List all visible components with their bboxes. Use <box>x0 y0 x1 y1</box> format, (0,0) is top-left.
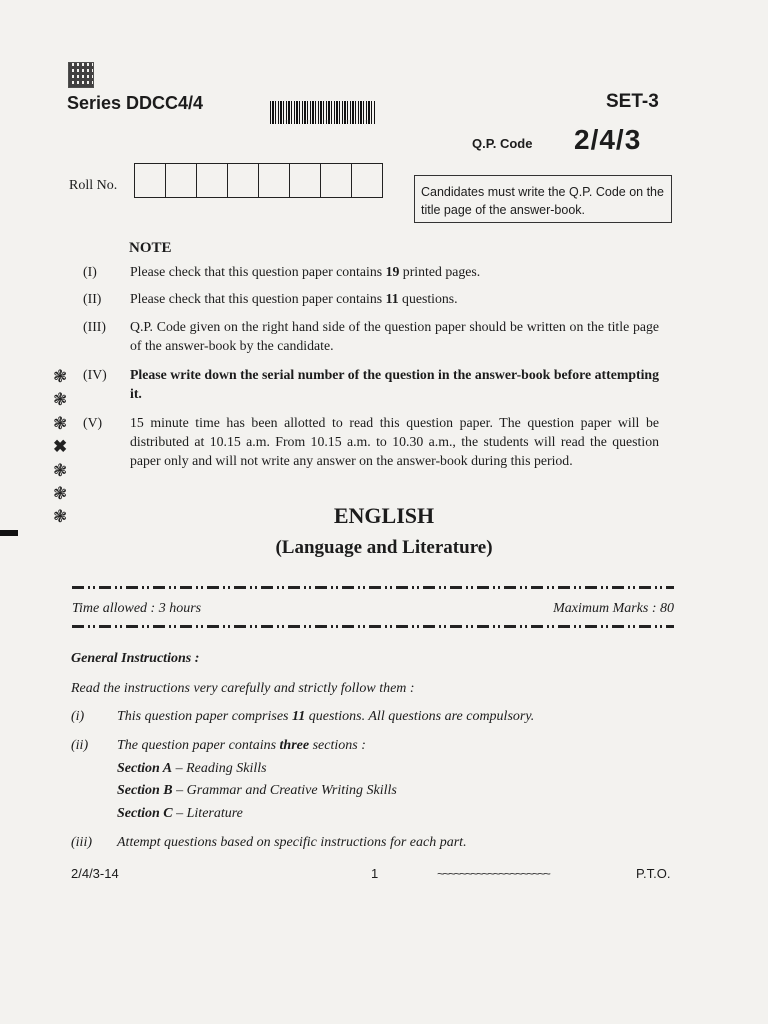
asterism-icon: ❃ <box>53 414 68 434</box>
footer-wave: ~~~~~~~~~~~~~~~~~~~~ <box>437 866 549 881</box>
subject-title: ENGLISH <box>333 503 435 528</box>
time-allowed: Time allowed : 3 hours <box>72 601 202 616</box>
asterism-icon: ❃ <box>53 461 68 481</box>
barcode <box>270 101 376 124</box>
instructions-intro: Read the instructions very carefully and strictly follow them : <box>71 681 415 696</box>
maximum-marks: Maximum Marks : 80 <box>553 601 674 616</box>
section-c-line: Section C – Literature <box>117 806 243 821</box>
note-item-3: (III) Q.P. Code given on the right hand side of the question paper should be written on the title page of the answer-book by the candidate. <box>83 319 659 353</box>
note-item-4: (IV) Please write down the serial number of the question in the answer-book before attempting it. <box>83 367 659 401</box>
series-label: Series DDCC4/4 <box>67 93 204 113</box>
note-item-1: (I) Please check that this question paper contains 19 printed pages. <box>83 264 481 279</box>
asterism-icon: ❃ <box>53 390 68 410</box>
roll-no-label: Roll No. <box>69 178 118 193</box>
pto-label: P.T.O. <box>636 866 671 881</box>
asterism-icon: ❃ <box>53 484 68 504</box>
asterism-icon: ❃ <box>53 367 68 387</box>
asterism-icon: ❃ <box>53 507 68 527</box>
section-a-line: Section A – Reading Skills <box>117 761 267 776</box>
note-item-2: (II) Please check that this question paper contains 11 questions. <box>83 291 458 306</box>
set-label: SET-3 <box>606 91 659 112</box>
instruction-ii: (ii) The question paper contains three sections : <box>71 738 366 753</box>
subject-subtitle: (Language and Literature) <box>275 537 493 558</box>
note-item-5: (V) 15 minute time has been allotted to read this question paper. The question paper will be distributed at 10.15 a.m. From 10.15 a.m. to 10.30 a.m., the students will read the question paper only and will not write any answer on the answer-book during this period. <box>83 415 659 468</box>
section-b-line: Section B – Grammar and Creative Writing Skills <box>117 783 397 798</box>
divider <box>72 625 674 628</box>
general-instructions-heading: General Instructions : <box>71 651 200 666</box>
qp-code-label: Q.P. Code <box>472 136 533 151</box>
qr-code <box>68 62 94 88</box>
footer-paper-code: 2/4/3-14 <box>71 866 119 881</box>
page-number: 1 <box>371 866 379 881</box>
roll-no-boxes <box>135 163 383 198</box>
note-heading: NOTE <box>129 240 172 256</box>
divider <box>72 586 674 589</box>
instruction-iii: (iii) Attempt questions based on specific instructions for each part. <box>71 835 467 850</box>
qp-code-value: 2/4/3 <box>574 124 642 155</box>
candidates-notice-box: Candidates must write the Q.P. Code on the title page of the answer-book. <box>414 175 672 223</box>
margin-mark <box>0 530 18 536</box>
instruction-i: (i) This question paper comprises 11 questions. All questions are compulsory. <box>71 709 535 724</box>
cross-icon: ✖ <box>53 437 68 457</box>
